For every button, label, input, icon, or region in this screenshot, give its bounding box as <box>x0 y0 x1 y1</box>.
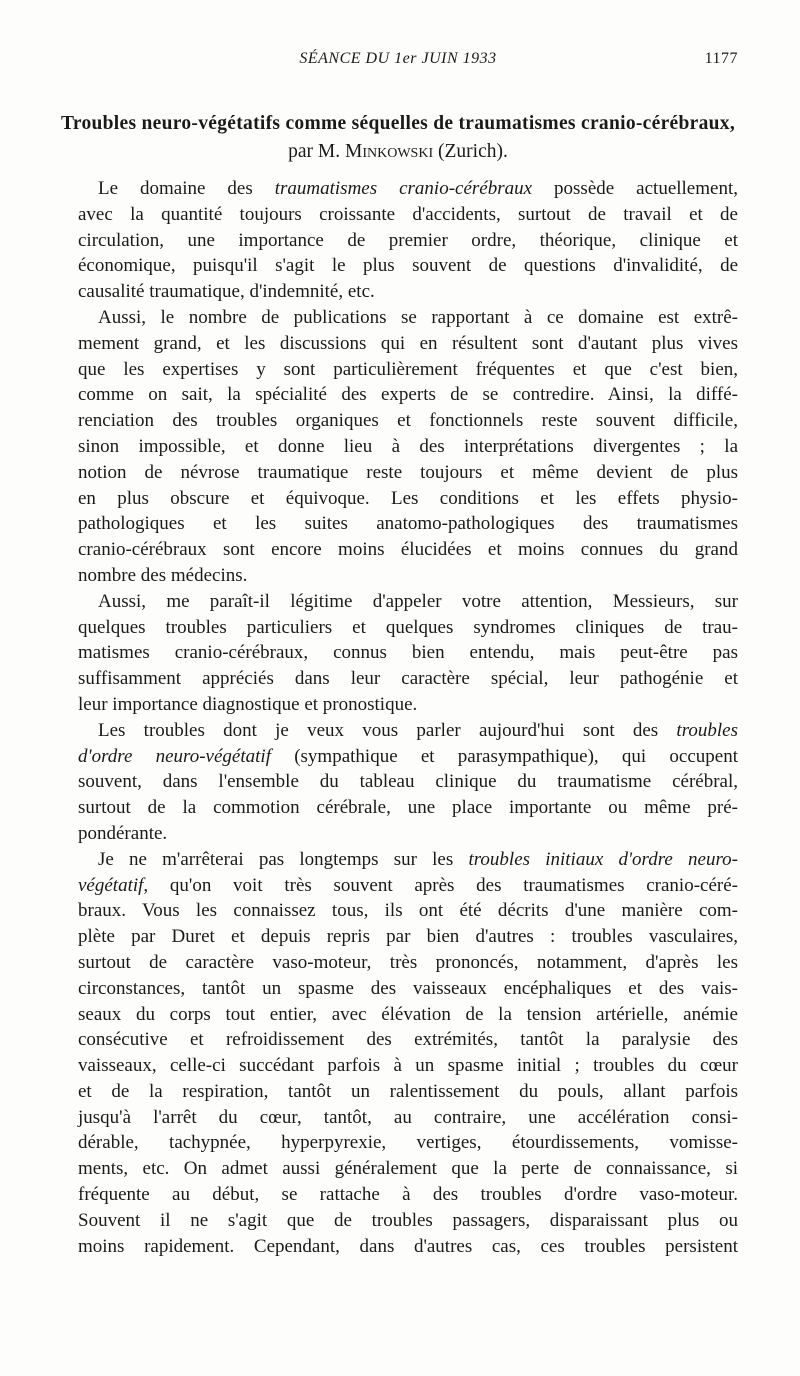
page-number: 1177 <box>704 50 738 67</box>
text-line: économique, puisqu'il s'agit le plus souvent de questions d'invalidité, de <box>78 255 738 277</box>
text-line: que les expertises y sont particulièrement fréquentes et que c'est bien, <box>78 358 738 380</box>
text-line: comme on sait, la spécialité des experts de se contredire. Ainsi, la diffé- <box>78 384 738 406</box>
text-line: braux. Vous les connaissez tous, ils ont été décrits d'une manière com- <box>78 900 738 922</box>
text-line: sinon impossible, et donne lieu à des interprétations divergentes ; la <box>78 435 738 457</box>
text-line: Le domaine des traumatismes cranio-cérébraux possède actuellement, <box>98 178 738 199</box>
paragraph <box>58 718 738 847</box>
paragraph <box>58 589 738 718</box>
text-line: Souvent il ne s'agit que de troubles passagers, disparaissant plus ou <box>78 1209 738 1231</box>
article-title-main: Troubles neuro-végétatifs comme séquelles de traumatismes cranio-cérébraux, <box>61 113 735 134</box>
text-line: matismes cranio-cérébraux, connus bien entendu, mais peut-être pas <box>78 642 738 664</box>
text-line: pondérante. <box>78 822 168 844</box>
text-line: Je ne m'arrêterai pas longtemps sur les troubles initiaux d'ordre neuro- <box>98 848 738 870</box>
text-line: Aussi, le nombre de publications se rapportant à ce domaine est extrê- <box>98 306 738 328</box>
text-line: leur importance diagnostique et pronostique. <box>78 693 418 715</box>
text-line: et de la respiration, tantôt un ralentissement du pouls, allant parfois <box>78 1080 738 1102</box>
text-line: surtout de la commotion cérébrale, une place importante ou même pré- <box>78 797 738 819</box>
text-line: dérable, tachypnée, hyperpyrexie, vertiges, étourdissements, vomisse- <box>78 1132 738 1154</box>
text-line: vaisseaux, celle-ci succédant parfois à un spasme initial ; troubles du cœur <box>78 1055 738 1077</box>
text-line: jusqu'à l'arrêt du cœur, tantôt, au contraire, une accélération consi- <box>78 1106 738 1128</box>
text-line: circulation, une importance de premier ordre, théorique, clinique et <box>78 229 738 251</box>
text-line: pathologiques et les suites anatomo-pathologiques des traumatismes <box>78 513 738 535</box>
body-text <box>58 176 738 1259</box>
text-line: souvent, dans l'ensemble du tableau clinique du traumatisme cérébral, <box>78 771 738 793</box>
article-title <box>58 110 738 166</box>
text-line: quelques troubles particuliers et quelques syndromes cliniques de trau- <box>78 616 738 638</box>
text-line: nombre des médecins. <box>78 564 248 586</box>
text-line: avec la quantité toujours croissante d'accidents, surtout de travail et de <box>78 203 738 225</box>
text-line: consécutive et refroidissement des extrémités, tantôt la paralysie des <box>78 1029 738 1051</box>
text-line: causalité traumatique, d'indemnité, etc. <box>78 281 375 303</box>
italic-term: végétatif <box>78 874 144 896</box>
paragraph <box>58 847 738 1260</box>
italic-term: traumatismes cranio-cérébraux <box>274 178 533 199</box>
text-line: végétatif, qu'on voit très souvent après des traumatismes cranio-céré- <box>78 874 738 896</box>
text-line: Aussi, me paraît-il légitime d'appeler votre attention, Messieurs, sur <box>98 590 738 612</box>
italic-term: troubles initiaux d'ordre neuro- <box>468 848 738 870</box>
text-line: Les troubles dont je veux vous parler aujourd'hui sont des troubles <box>98 719 738 741</box>
text-line: cranio-cérébraux sont encore moins élucidées et moins connues du grand <box>78 539 738 561</box>
article-title-by: par M. <box>288 141 341 162</box>
running-title: SÉANCE DU 1er JUIN 1933 <box>299 50 497 67</box>
text-line: renciation des troubles organiques et fonctionnels reste souvent difficile, <box>78 410 738 432</box>
text-line: moins rapidement. Cependant, dans d'autres cas, ces troubles persistent <box>78 1235 738 1257</box>
italic-term: d'ordre neuro-végétatif <box>78 745 271 767</box>
italic-term: troubles <box>676 719 738 741</box>
author-name: Minkowski <box>345 141 434 162</box>
paragraph <box>58 305 738 589</box>
paragraph <box>58 176 738 305</box>
author-place: (Zurich). <box>438 141 508 162</box>
text-line: mement grand, et les discussions qui en résultent sont d'autant plus vives <box>78 332 738 354</box>
running-header <box>58 50 738 74</box>
text-line: fréquente au début, se rattache à des troubles d'ordre vaso-moteur. <box>78 1184 738 1206</box>
text-line: seaux du corps tout entier, avec élévation de la tension artérielle, anémie <box>78 1003 738 1025</box>
text-line: plète par Duret et depuis repris par bien d'autres : troubles vasculaires, <box>78 926 738 948</box>
text-line: ments, etc. On admet aussi généralement que la perte de connaissance, si <box>78 1158 738 1180</box>
text-line: en plus obscure et équivoque. Les conditions et les effets physio- <box>78 487 738 509</box>
text-line: notion de névrose traumatique reste toujours et même devient de plus <box>78 461 738 483</box>
text-line: surtout de caractère vaso-moteur, très prononcés, notamment, d'après les <box>78 951 738 973</box>
text-line: d'ordre neuro-végétatif (sympathique et parasympathique), qui occupent <box>78 745 738 767</box>
text-line: suffisamment appréciés dans leur caractère spécial, leur pathogénie et <box>78 668 738 690</box>
text-line: circonstances, tantôt un spasme des vaisseaux encéphaliques et des vais- <box>78 977 738 999</box>
